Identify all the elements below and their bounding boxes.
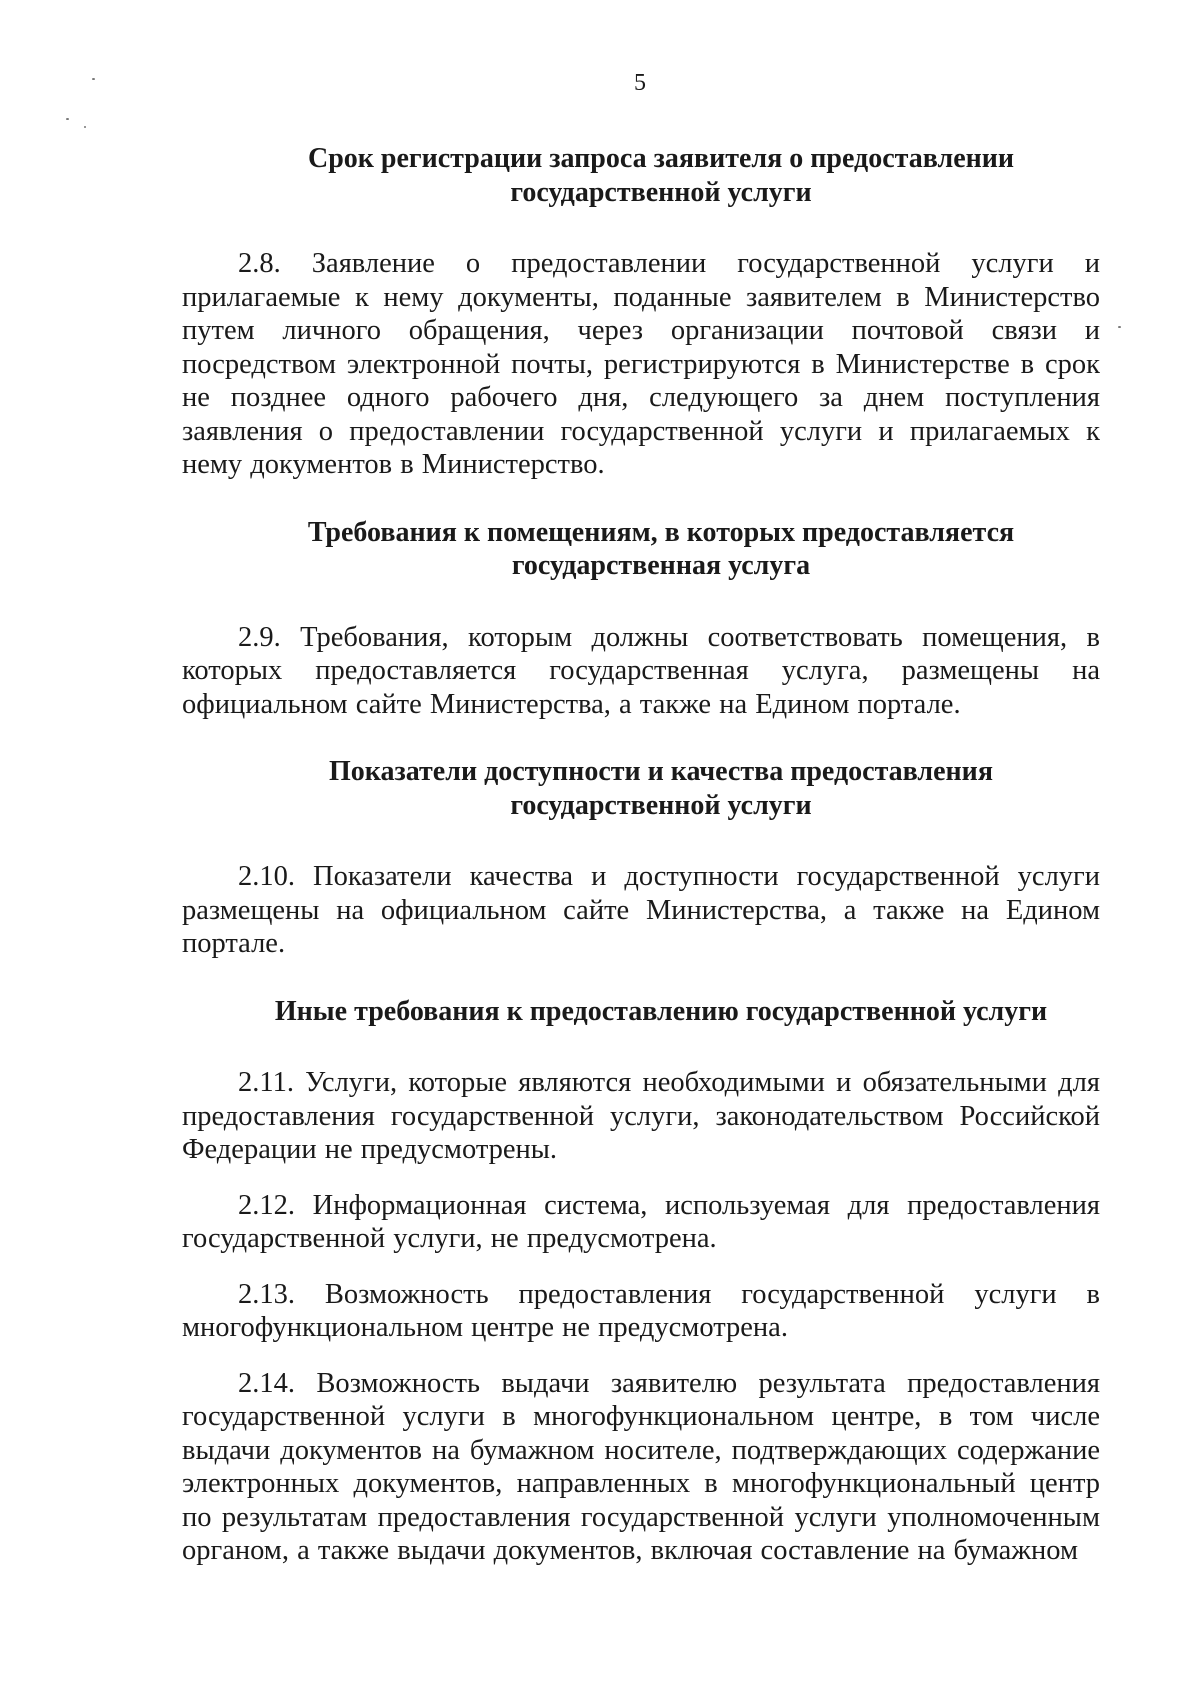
page-number: 5	[634, 70, 646, 96]
section-heading	[182, 995, 1100, 1029]
heading-line: Показатели доступности и качества предоставления	[329, 756, 993, 787]
heading-line: Срок регистрации запроса заявителя о предоставлении	[307, 143, 1015, 174]
paragraph: 2.10. Показатели качества и доступности государственной услуги размещены на официальном сайте Министерства, а также на Едином портале.	[182, 861, 1100, 959]
paragraph: 2.12. Информационная система, используемая для предоставления государственной услуги, не предусмотрена.	[182, 1189, 1100, 1254]
heading-line: государственной услуги	[510, 789, 812, 821]
paragraph: 2.8. Заявление о предоставлении государственной услуги и прилагаемые к нему документы, поданные заявителем в Министерство путем личного обращения, через организации почтовой связи и посредством электронной почты, регистрируются в Министерстве в срок не позднее одного рабочего дня, следующего за днем поступления заявления о предоставлении государственной услуги и прилагаемых к нему документов в Министерство.	[182, 248, 1100, 480]
paragraph: 2.14. Возможность выдачи заявителю результата предоставления государственной услуги в многофункциональном центре, в том числе выдачи документов на бумажном носителе, подтверждающих содержание электронных документов, направленных в многофункциональный центр по результатам предоставления государственной услуги уполномоченным органом, а также выдачи документов, включая составление на бумажном	[182, 1367, 1100, 1566]
scan-speck	[84, 126, 86, 128]
scan-speck	[1118, 326, 1121, 328]
section-heading	[182, 142, 1100, 209]
heading-line: государственной услуги	[510, 176, 812, 208]
paragraph: 2.11. Услуги, которые являются необходимыми и обязательными для предоставления государственной услуги, законодательством Российской Федерации не предусмотрены.	[182, 1067, 1100, 1165]
paragraph: 2.13. Возможность предоставления государственной услуги в многофункциональном центре не предусмотрена.	[182, 1278, 1100, 1343]
section-heading	[182, 755, 1100, 822]
heading-line: государственная услуга	[511, 550, 811, 581]
document-body	[182, 142, 1100, 1568]
paragraph: 2.9. Требования, которым должны соответствовать помещения, в которых предоставляется государственная услуга, размещены на официальном сайте Министерства, а также на Едином портале.	[182, 621, 1100, 720]
section-heading	[182, 516, 1100, 583]
heading-line: Требования к помещениям, в которых предоставляется	[307, 516, 1015, 548]
heading-line: Иные требования к предоставлению государственной услуги	[274, 995, 1048, 1027]
scan-speck	[66, 118, 69, 120]
